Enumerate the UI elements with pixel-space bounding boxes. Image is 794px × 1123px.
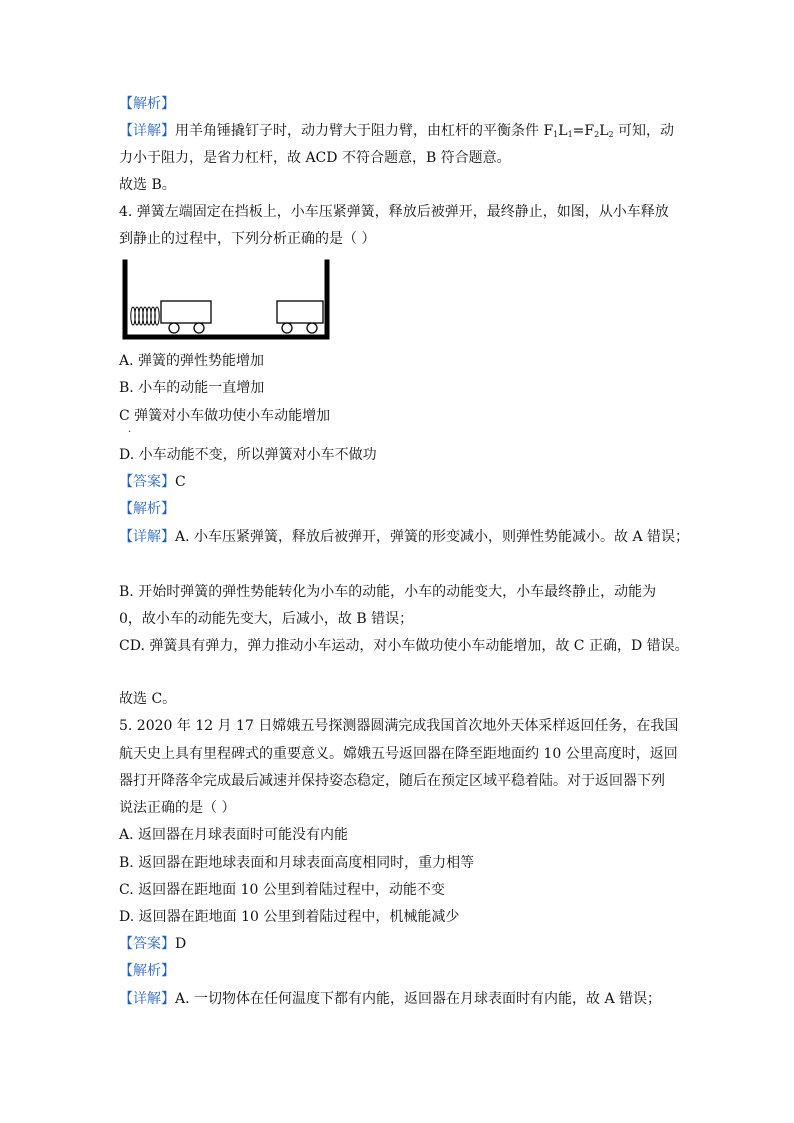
detail-line — [119, 989, 661, 1009]
answer-line — [119, 934, 186, 954]
subscript: 2 — [594, 130, 600, 139]
option-a: A. 返回器在月球表面时可能没有内能 — [119, 827, 349, 843]
option-d: D. 返回器在距地面 10 公里到着陆过程中，机械能减少 — [119, 909, 460, 925]
formula-l: L — [558, 123, 568, 139]
spring-cart-figure — [119, 258, 333, 340]
detail-text: A. 一切物体在任何温度下都有内能，返回器在月球表面时有内能，故 A 错误； — [175, 991, 662, 1007]
answer-line — [119, 472, 186, 492]
question-stem: 器打开降落伞完成最后减速并保持姿态稳定，随后在预定区域平稳着陆。对于返回器下列 — [119, 773, 665, 789]
answer-tag: 【答案】 — [119, 474, 175, 490]
subscript: 1 — [567, 130, 573, 139]
conclusion: 故选 B。 — [119, 177, 176, 193]
detail-line: B. 开始时弹簧的弹性势能转化为小车的动能，小车的动能变大，小车最终静止，动能为 — [119, 584, 657, 600]
detail-text: A. 小车压紧弹簧，释放后被弹开，弹簧的形变减小，则弹性势能减小。故 A 错误； — [175, 529, 690, 545]
subscript: 1 — [553, 130, 559, 139]
detail-line — [119, 527, 689, 547]
question-stem: 航天史上具有里程碑式的重要意义。嫦娥五号返回器在降至距地面约 10 公里高度时，返回 — [119, 746, 678, 762]
question-stem: 到静止的过程中，下列分析正确的是（ ） — [119, 231, 376, 247]
cart-right — [277, 301, 323, 333]
detail-text: 用羊角锤撬钉子时，动力臂大于阻力臂，由杠杆的平衡条件 F — [175, 123, 554, 139]
detail-tag: 【详解】 — [119, 123, 175, 139]
analysis-heading: 【解析】 — [119, 501, 175, 517]
detail-tag: 【详解】 — [119, 529, 175, 545]
question-stem: 说法正确的是（ ） — [119, 800, 236, 816]
subscript: 2 — [608, 130, 614, 139]
option-c: C. 返回器在距地面 10 公里到着陆过程中，动能不变 — [119, 882, 445, 898]
detail-line: 力小于阻力，是省力杠杆，故 ACD 不符合题意，B 符合题意。 — [119, 150, 511, 166]
detail-line: CD. 弹簧具有弹力，弹力推动小车运动，对小车做功使小车动能增加，故 C 正确，D 错误。 — [119, 638, 689, 654]
option-a: A. 弹簧的弹性势能增加 — [119, 353, 265, 369]
detail-text: 可知，动 — [613, 123, 675, 139]
spring — [131, 307, 159, 325]
formula-l: L — [599, 123, 609, 139]
answer-tag: 【答案】 — [119, 936, 175, 952]
option-c: C 弹簧对小车做功使小车动能增加 — [119, 408, 331, 424]
stray-dot: . — [128, 424, 132, 435]
analysis-heading: 【解析】 — [119, 963, 175, 979]
answer-value: D — [175, 936, 187, 952]
option-b: B. 返回器在距地球表面和月球表面高度相同时，重力相等 — [119, 855, 475, 871]
option-b: B. 小车的动能一直增加 — [119, 380, 265, 396]
cart-left — [161, 301, 211, 333]
detail-tag: 【详解】 — [119, 991, 175, 1007]
option-d: D. 小车动能不变，所以弹簧对小车不做功 — [119, 447, 377, 463]
conclusion: 故选 C。 — [119, 691, 177, 707]
detail-line: 0，故小车的动能先变大，后减小，故 B 错误； — [119, 611, 414, 627]
container — [123, 260, 329, 339]
question-stem: 5. 2020 年 12 月 17 日嫦娥五号探测器圆满完成我国首次地外天体采样返回任务，在我国 — [119, 718, 679, 734]
detail-line — [119, 121, 674, 145]
answer-value: C — [175, 474, 186, 490]
formula-eq: =F — [572, 123, 595, 139]
analysis-heading: 【解析】 — [119, 96, 175, 112]
question-stem: 4. 弹簧左端固定在挡板上，小车压紧弹簧，释放后被弹开，最终静止，如图，从小车释放 — [119, 204, 669, 220]
